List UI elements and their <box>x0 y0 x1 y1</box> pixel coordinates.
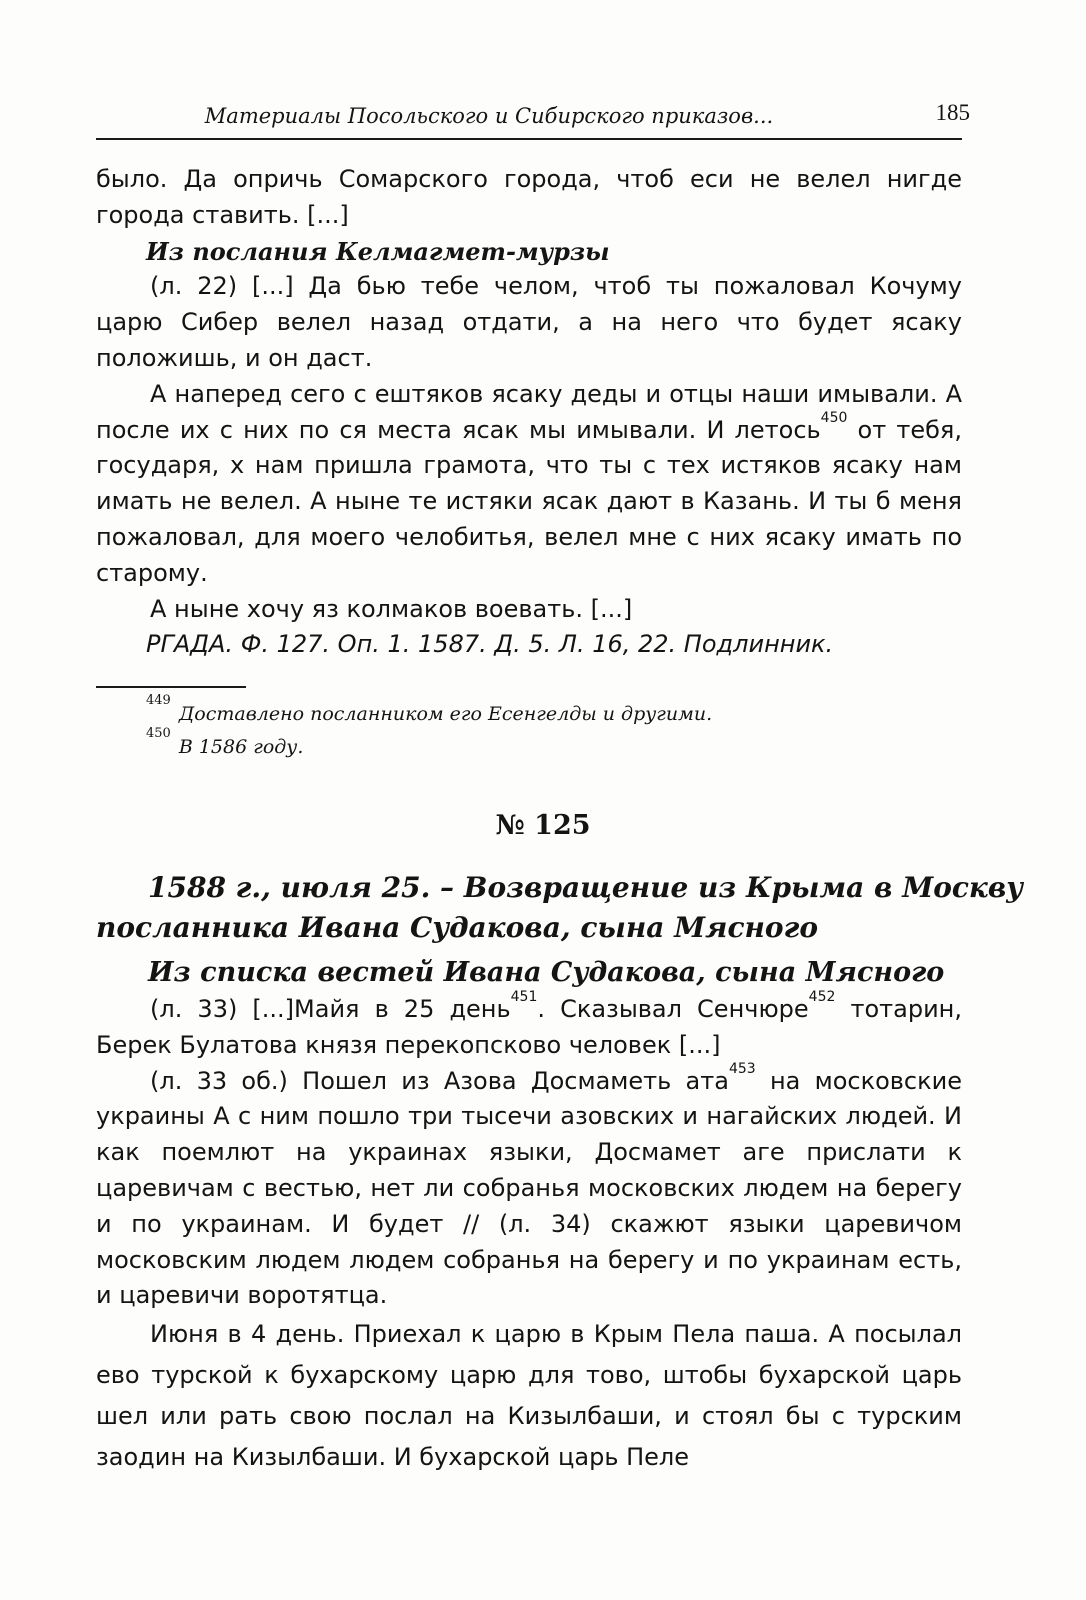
section-heading: Из послания Келмагмет-мурзы <box>146 236 610 266</box>
footnote <box>146 693 713 731</box>
running-header-title: Материалы Посольского и Сибирского приказов... <box>204 104 774 128</box>
running-header <box>96 100 970 140</box>
paragraph: Июня в 4 день. Приехал к царю в Крым Пела паша. А посылал ево турской к бухарскому царю для тово, штобы бухарской царь шел или рать свою послал на Кизылбаши, и стоял бы с турским заодин на Кизылбаши. И бухарской царь Пеле <box>96 1320 962 1472</box>
paragraph: А ныне хочу яз колмаков воевать. [...] <box>150 594 633 623</box>
top-text-block <box>96 162 962 663</box>
paragraph-continuation: было. Да опричь Сомарского города, чтоб еси не велел нигде города ставить. [...] <box>96 165 962 229</box>
paragraph-text: на московские украины А с ним пошло три тысечи азовских и нагайских людей. И как поемлют на украинах языки, Досмамет аге прислати к царевичам с вестью, нет ли собранья московских людем на берегу и по украинам. И будет // (л. 34) скажют языки царевичом московским людем людем собранья на берегу и по украинам есть, и царевичи воротятца. <box>96 1066 962 1310</box>
paragraph-text: . Сказывал Сенчюре <box>537 995 809 1023</box>
paragraph <box>96 1060 962 1315</box>
document-title-line: 1588 г., июля 25. – Возвращение из Крыма в Москву <box>148 871 1023 904</box>
paragraph: (л. 22) [...] Да бью тебе челом, чтоб ты пожаловал Кочуму царю Сибер велел назад отдати, а на него что будет ясаку положишь, и он даст. <box>96 272 962 372</box>
footnote-ref: 450 <box>820 409 848 426</box>
footnote-number: 449 <box>146 693 171 708</box>
footnotes <box>146 693 713 764</box>
footnote-text: В 1586 году. <box>178 736 304 758</box>
archival-source: РГАДА. Ф. 127. Оп. 1. 1587. Д. 5. Л. 16, 22. Подлинник. <box>146 630 834 659</box>
paragraph-text: А наперед сего с ештяков ясаку деды и отцы наши имывали. А после их с них по ся места ясак мы имывали. И летось <box>96 379 962 444</box>
document-number: № 125 <box>495 810 591 841</box>
footnote-number: 450 <box>146 726 171 741</box>
paragraph-text: тотарин, Берек Булатова князя перекопсково человек [...] <box>96 995 962 1059</box>
page-number: 185 <box>935 100 970 125</box>
document-subheading: Из списка вестей Ивана Судакова, сына Мясного <box>148 957 945 988</box>
footnote-divider <box>96 686 246 688</box>
document-title <box>96 868 1023 948</box>
footnote-ref: 452 <box>808 989 836 1005</box>
paragraph <box>96 377 962 592</box>
document-title-line: посланника Ивана Судакова, сына Мясного <box>96 911 819 944</box>
paragraph <box>96 989 962 1064</box>
footnote <box>146 726 712 764</box>
footnote-ref: 453 <box>728 1060 756 1077</box>
footnote-text: Доставлено посланником его Есенгелды и другими. <box>178 703 713 725</box>
paragraph-text: от тебя, государя, х нам пришла грамота, что ты с тех истяков ясаку нам имать не велел. А ныне те истяки ясак дают в Казань. И ты б меня пожаловал, для моего челобитья, велел мне с них ясаку имать по старому. <box>96 415 962 587</box>
paragraph-text: (л. 33 об.) Пошел из Азова Досмаметь ата <box>150 1066 729 1095</box>
document-body <box>96 954 962 1478</box>
paragraph-text: (л. 33) [...]Майя в 25 день <box>150 995 511 1023</box>
footnote-ref: 451 <box>510 989 538 1005</box>
